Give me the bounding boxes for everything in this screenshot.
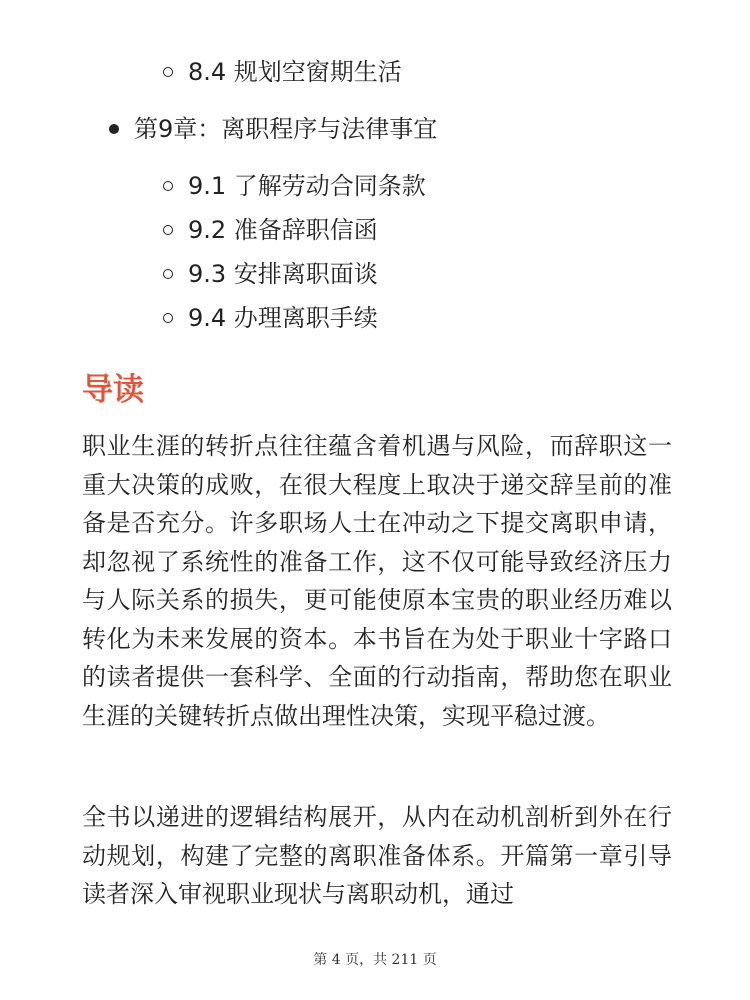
toc-subitem-9-3 <box>188 258 378 290</box>
toc-subitem-label: 8.4 规划空窗期生活 <box>188 58 402 86</box>
toc-subitem-label: 9.1 了解劳动合同条款 <box>188 172 426 200</box>
toc-subitem-8-4 <box>188 56 402 88</box>
toc-chapter-9 <box>134 113 437 145</box>
toc-subitem-9-4 <box>188 302 378 334</box>
toc-subitem-label: 9.3 安排离职面谈 <box>188 260 378 288</box>
section-heading: 导读 <box>82 372 144 408</box>
hollow-bullet-icon <box>163 313 173 323</box>
toc-subitem-label: 9.2 准备辞职信函 <box>188 216 378 244</box>
hollow-bullet-icon <box>163 269 173 279</box>
toc-subitem-9-1 <box>188 170 426 202</box>
toc-chapter-label: 第9章：离职程序与法律事宜 <box>134 115 438 143</box>
hollow-bullet-icon <box>163 181 173 191</box>
intro-paragraph-2: 全书以递进的逻辑结构展开，从内在动机剖析到外在行动规划，构建了完整的离职准备体系。开篇第一章引导读者深入审视职业现状与离职动机，通过 <box>82 803 672 908</box>
toc-subitem-9-2 <box>188 214 378 246</box>
page-number-footer: 第 4 页，共 211 页 <box>313 952 437 968</box>
intro-paragraph-1: 职业生涯的转折点往往蕴含着机遇与风险，而辞职这一重大决策的成败，在很大程度上取决于递交辞呈前的准备是否充分。许多职场人士在冲动之下提交离职申请，却忽视了系统性的准备工作，这不仅可能导致经济压力与人际关系的损失，更可能使原本宝贵的职业经历难以转化为未来发展的资本。本书旨在为处于职业十字路口的读者提供一套科学、全面的行动指南，帮助您在职业生涯的关键转折点做出理性决策，实现平稳过渡。 <box>82 432 672 730</box>
hollow-bullet-icon <box>163 67 173 77</box>
toc-subitem-label: 9.4 办理离职手续 <box>188 304 378 332</box>
filled-bullet-icon <box>109 124 119 134</box>
hollow-bullet-icon <box>163 225 173 235</box>
